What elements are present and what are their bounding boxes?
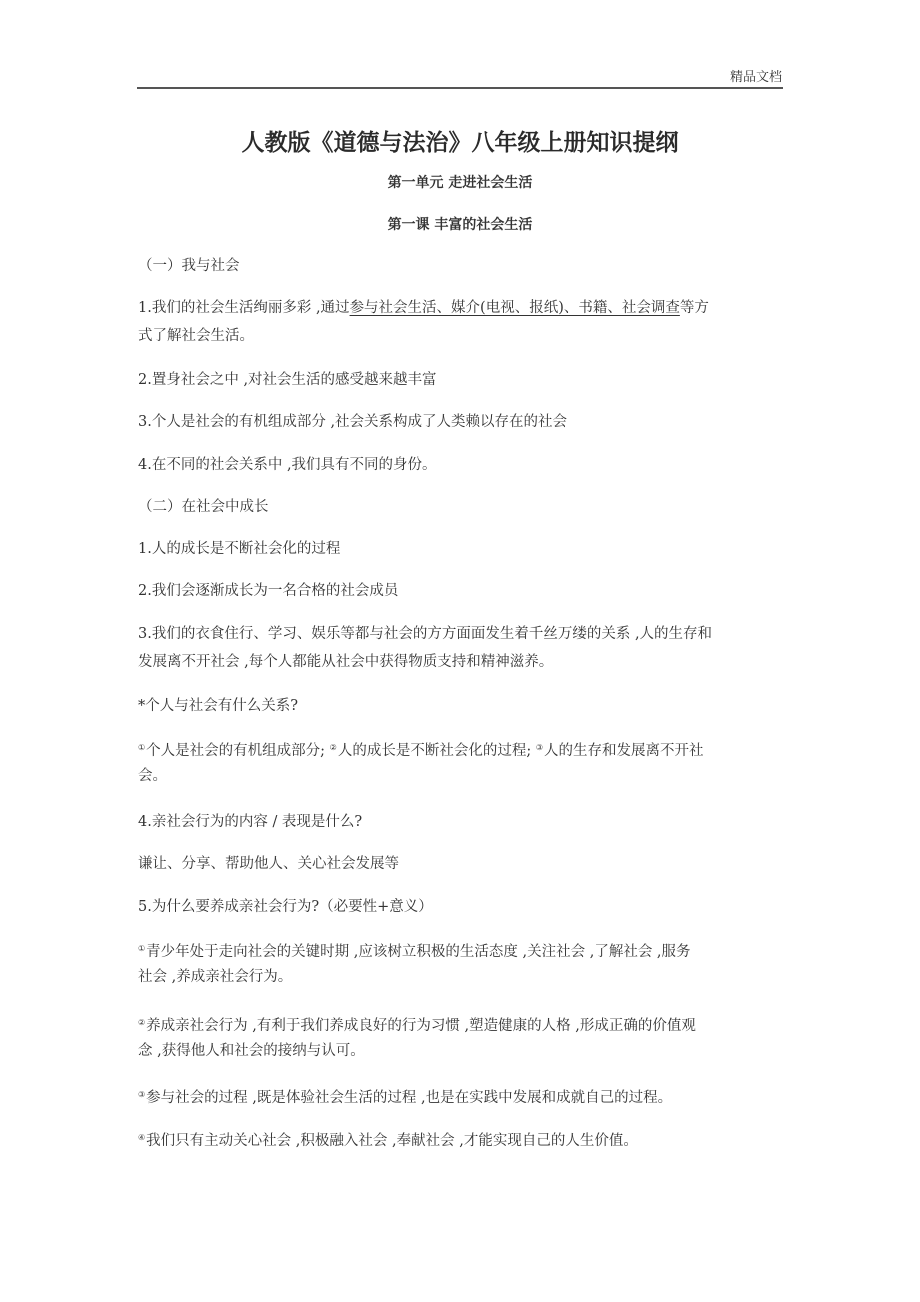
why-point-1-continued: 社会 ,养成亲社会行为。 bbox=[138, 969, 293, 985]
header-divider bbox=[137, 87, 783, 89]
paragraph-2-3: 3.我们的衣食住行、学习、娱乐等都与社会的方方面面发生着千丝万缕的关系 ,人的生存和 bbox=[138, 626, 713, 642]
why-point-3 bbox=[138, 1081, 783, 1112]
paragraph-2-2: 2.我们会逐渐成长为一名合格的社会成员 bbox=[138, 583, 399, 599]
paragraph-1-3: 3.个人是社会的有机组成部分 ,社会关系构成了人类赖以存在的社会 bbox=[138, 414, 568, 430]
paragraph-2-3-continued: 发展离不开社会 ,每个人都能从社会中获得物质支持和精神滋养。 bbox=[138, 654, 554, 670]
section-heading-1: （一）我与社会 bbox=[138, 258, 240, 274]
why-point-4-text: 我们只有主动关心社会 ,积极融入社会 ,奉献社会 ,才能实现自己的人生价值。 bbox=[146, 1133, 638, 1149]
header-label: 精品文档 bbox=[729, 70, 782, 85]
paragraph-1-4: 4.在不同的社会关系中 ,我们具有不同的身份。 bbox=[138, 457, 437, 473]
paragraph-1-1-continued: 式了解社会生活。 bbox=[138, 328, 254, 344]
why-point-4 bbox=[138, 1124, 783, 1155]
text-prefix: 1.我们的社会生活绚丽多彩 ,通过 bbox=[138, 300, 350, 316]
question-prosocial-content: 4.亲社会行为的内容 / 表现是什么? bbox=[138, 814, 363, 830]
why-point-2-text: 养成亲社会行为 ,有利于我们养成良好的行为习惯 ,塑造健康的人格 ,形成正确的价值观 bbox=[146, 1018, 696, 1034]
why-point-1 bbox=[138, 935, 783, 966]
paragraph-1-2: 2.置身社会之中 ,对社会生活的感受越来越丰富 bbox=[138, 372, 437, 388]
why-point-2-continued: 念 ,获得他人和社会的接纳与认可。 bbox=[138, 1043, 365, 1059]
question-prosocial-why: 5.为什么要养成亲社会行为?（必要性+意义） bbox=[138, 899, 433, 915]
answer-relation-continued: 会。 bbox=[138, 768, 167, 784]
section-heading-2: （二）在社会中成长 bbox=[138, 499, 269, 515]
marker-1: ① bbox=[138, 944, 146, 953]
paragraph-2-1: 1.人的成长是不断社会化的过程 bbox=[138, 541, 341, 557]
answer-prosocial-content: 谦让、分享、帮助他人、关心社会发展等 bbox=[138, 856, 399, 872]
marker-2: ② bbox=[138, 1018, 146, 1027]
marker-4: ④ bbox=[138, 1133, 146, 1142]
marker-1: ① bbox=[138, 743, 146, 752]
question-relation: *个人与社会有什么关系? bbox=[138, 698, 299, 714]
document-title: 人教版《道德与法治》八年级上册知识提纲 bbox=[241, 130, 679, 156]
underlined-text: 参与社会生活、媒介(电视、报纸)、书籍、社会调查 bbox=[349, 300, 680, 316]
why-point-1-text: 青少年处于走向社会的关键时期 ,应该树立积极的生活态度 ,关注社会 ,了解社会 ,服务 bbox=[146, 944, 691, 960]
marker-3: ③ bbox=[535, 743, 544, 752]
answer-point-2: 人的成长是不断社会化的过程; bbox=[337, 743, 532, 759]
answer-point-1: 个人是社会的有机组成部分; bbox=[146, 743, 326, 759]
answer-point-3: 人的生存和发展离不开社 bbox=[544, 743, 704, 759]
why-point-2 bbox=[138, 1009, 783, 1040]
paragraph-1-1 bbox=[138, 294, 783, 322]
marker-2: ② bbox=[329, 743, 337, 752]
why-point-3-text: 参与社会的过程 ,既是体验社会生活的过程 ,也是在实践中发展和成就自己的过程。 bbox=[146, 1090, 673, 1106]
unit-heading: 第一单元 走进社会生活 bbox=[387, 175, 533, 191]
lesson-heading: 第一课 丰富的社会生活 bbox=[387, 217, 533, 233]
answer-relation bbox=[138, 734, 783, 765]
text-suffix: 等方 bbox=[679, 300, 709, 316]
marker-3: ③ bbox=[138, 1090, 146, 1099]
